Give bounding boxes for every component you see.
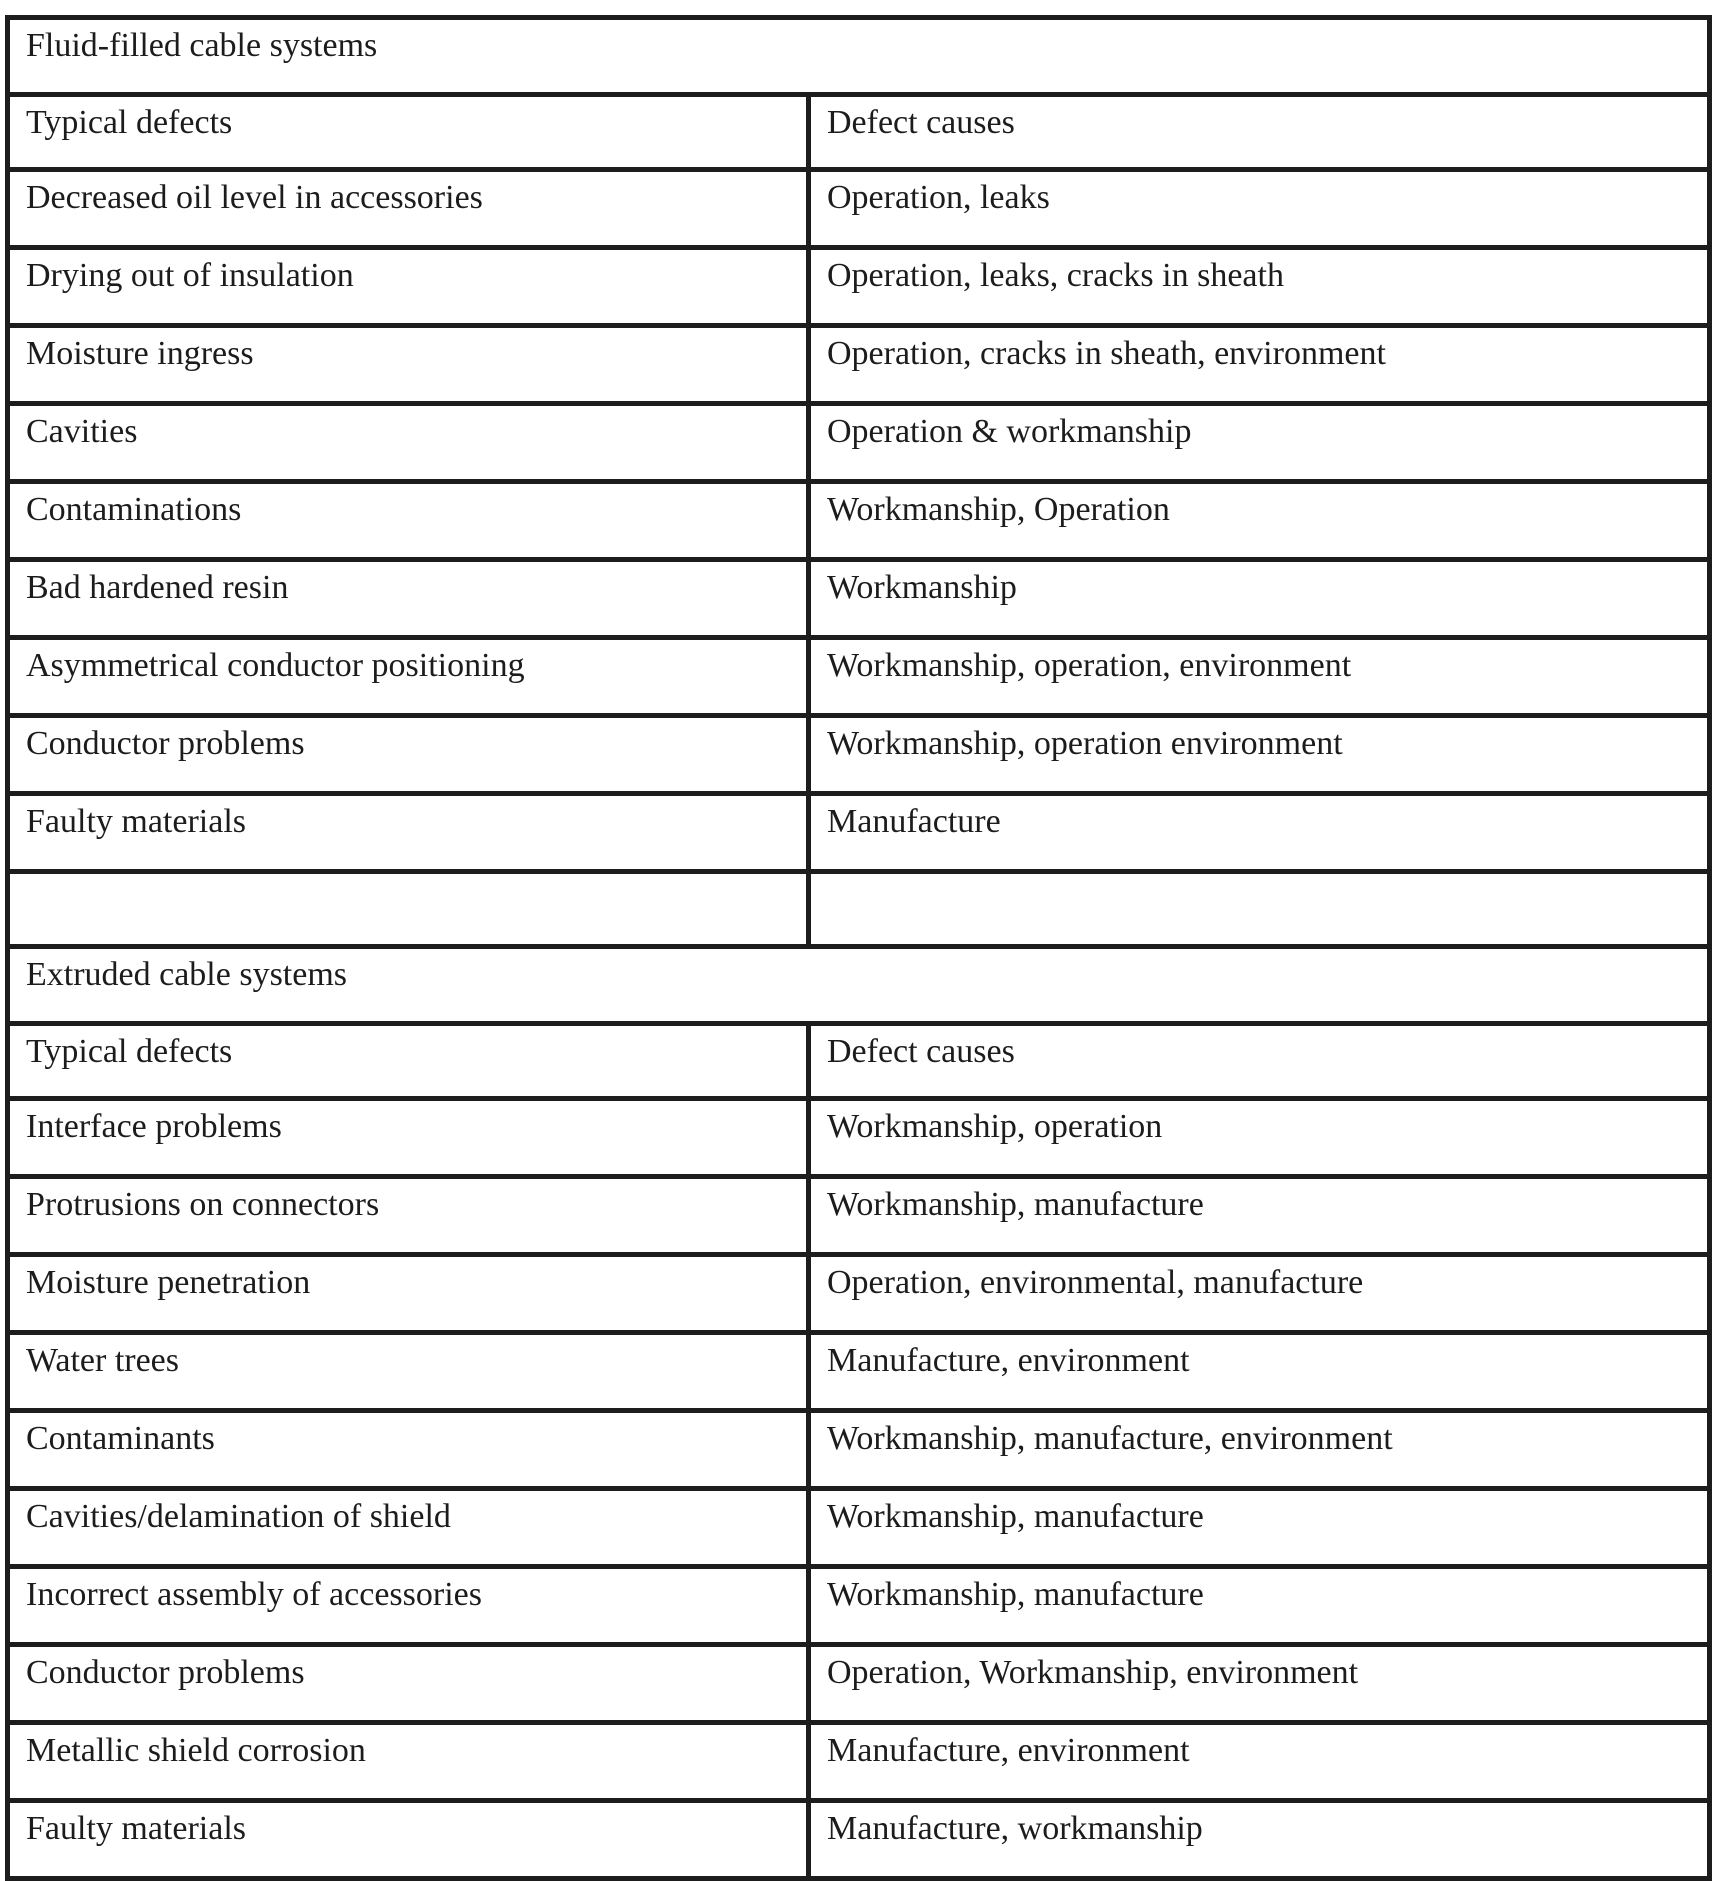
fluid-defect-causes-header: Defect causes xyxy=(809,95,1710,170)
table-row xyxy=(8,404,1710,482)
cause-cell: Workmanship, operation environment xyxy=(809,716,1710,794)
extruded-table-title: Extruded cable systems xyxy=(8,947,1710,1024)
table-row xyxy=(8,95,1710,170)
cause-cell: Operation, Workmanship, environment xyxy=(809,1645,1710,1723)
defect-cell: Metallic shield corrosion xyxy=(8,1723,809,1801)
defect-cell: Conductor problems xyxy=(8,716,809,794)
cause-cell: Workmanship, Operation xyxy=(809,482,1710,560)
defect-cell: Faulty materials xyxy=(8,1801,809,1879)
cause-cell: Manufacture, environment xyxy=(809,1723,1710,1801)
table-row xyxy=(8,170,1710,248)
defect-cell: Moisture ingress xyxy=(8,326,809,404)
cause-cell: Workmanship xyxy=(809,560,1710,638)
defect-cell: Interface problems xyxy=(8,1099,809,1177)
table-row xyxy=(8,326,1710,404)
cause-cell: Operation, leaks xyxy=(809,170,1710,248)
cause-cell: Operation, leaks, cracks in sheath xyxy=(809,248,1710,326)
defect-cell: Protrusions on connectors xyxy=(8,1177,809,1255)
fluid-table-title: Fluid-filled cable systems xyxy=(8,18,1710,95)
table-row xyxy=(8,1333,1710,1411)
defect-cell: Moisture penetration xyxy=(8,1255,809,1333)
table-row xyxy=(8,794,1710,872)
cause-cell: Manufacture, environment xyxy=(809,1333,1710,1411)
cause-cell: Workmanship, manufacture, environment xyxy=(809,1411,1710,1489)
table-row xyxy=(8,1645,1710,1723)
cause-cell: Workmanship, manufacture xyxy=(809,1489,1710,1567)
table-row xyxy=(8,248,1710,326)
table-row-empty xyxy=(8,872,1710,947)
defect-cell: Asymmetrical conductor positioning xyxy=(8,638,809,716)
cause-cell: Manufacture, workmanship xyxy=(809,1801,1710,1879)
cause-cell: Workmanship, operation, environment xyxy=(809,638,1710,716)
cause-cell: Workmanship, operation xyxy=(809,1099,1710,1177)
defect-cell: Decreased oil level in accessories xyxy=(8,170,809,248)
table-row xyxy=(8,716,1710,794)
cause-cell: Workmanship, manufacture xyxy=(809,1567,1710,1645)
cause-cell: Operation, cracks in sheath, environment xyxy=(809,326,1710,404)
fluid-typical-defects-header: Typical defects xyxy=(8,95,809,170)
defect-cell: Conductor problems xyxy=(8,1645,809,1723)
table-row xyxy=(8,1255,1710,1333)
table-row xyxy=(8,1723,1710,1801)
defect-cell: Contaminations xyxy=(8,482,809,560)
cause-cell: Workmanship, manufacture xyxy=(809,1177,1710,1255)
extruded-defect-causes-header: Defect causes xyxy=(809,1024,1710,1099)
table-row xyxy=(8,1567,1710,1645)
table-row xyxy=(8,1411,1710,1489)
table-row xyxy=(8,638,1710,716)
defect-cell: Cavities xyxy=(8,404,809,482)
cause-cell xyxy=(809,872,1710,947)
cause-cell: Operation & workmanship xyxy=(809,404,1710,482)
cable-defects-table xyxy=(5,15,1712,1881)
table-row xyxy=(8,947,1710,1024)
table-row xyxy=(8,482,1710,560)
defect-cell xyxy=(8,872,809,947)
defect-cell: Bad hardened resin xyxy=(8,560,809,638)
table-row xyxy=(8,1177,1710,1255)
defect-cell: Drying out of insulation xyxy=(8,248,809,326)
cause-cell: Manufacture xyxy=(809,794,1710,872)
table-row xyxy=(8,560,1710,638)
defect-cell: Incorrect assembly of accessories xyxy=(8,1567,809,1645)
table-row xyxy=(8,1024,1710,1099)
defect-cell: Faulty materials xyxy=(8,794,809,872)
table-row xyxy=(8,1489,1710,1567)
table-row xyxy=(8,18,1710,95)
defect-cell: Contaminants xyxy=(8,1411,809,1489)
defect-cell: Cavities/delamination of shield xyxy=(8,1489,809,1567)
extruded-typical-defects-header: Typical defects xyxy=(8,1024,809,1099)
table-row xyxy=(8,1801,1710,1879)
defect-cell: Water trees xyxy=(8,1333,809,1411)
table-row xyxy=(8,1099,1710,1177)
cause-cell: Operation, environmental, manufacture xyxy=(809,1255,1710,1333)
